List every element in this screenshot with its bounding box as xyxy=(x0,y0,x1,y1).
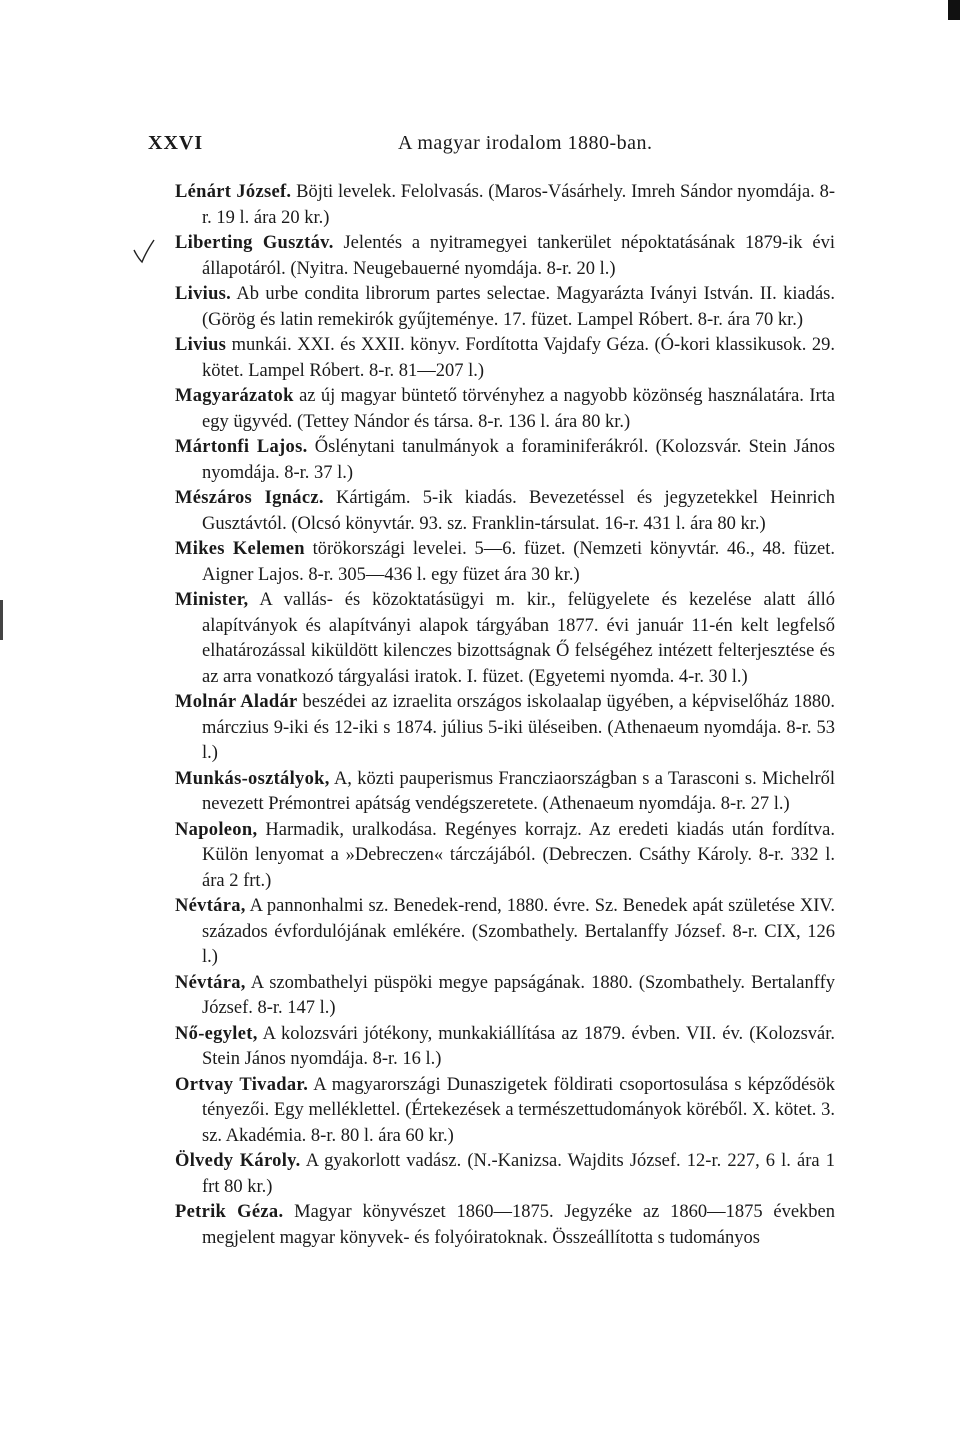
entry-author: Livius. xyxy=(175,284,232,304)
bibliography-entry xyxy=(175,1200,835,1251)
entry-text: Jelentés a nyitramegyei tankerület népoktatásának 1879-ik évi állapotáról. (Nyitra. Neugebauerné nyomdája. 8-r. 20 l.) xyxy=(202,233,835,279)
bibliography-entry xyxy=(175,767,835,818)
entry-author: Minister, xyxy=(175,590,249,610)
entry-text: Magyar könyvészet 1860—1875. Jegyzéke az 1860—1875 években megjelent magyar könyvek- és folyóiratoknak. Összeállította s tudományos xyxy=(202,1202,835,1248)
bibliography-entry xyxy=(175,690,835,767)
bibliography-entry xyxy=(175,971,835,1022)
entry-author: Mészáros Ignácz. xyxy=(175,488,324,508)
entry-author: Ölvedy Károly. xyxy=(175,1151,301,1171)
entry-text: A kolozsvári jótékony, munkakiállítása az 1879. évben. VII. év. (Kolozsvár. Stein János nyomdája. 8-r. 16 l.) xyxy=(202,1023,835,1069)
entry-author: Nő-egylet, xyxy=(175,1023,258,1044)
entry-author: Magyarázatok xyxy=(175,386,294,406)
bibliography-entry xyxy=(175,384,835,435)
bibliography-entry xyxy=(175,818,835,895)
scan-edge-mark xyxy=(948,0,960,20)
entry-text: A magyarországi Dunaszigetek földirati csoportosulása s képződésök tényezői. Egy melléklettel. (Értekezések a természettudományok köréből. X. kötet. 3. sz. Akadémia. 8-r. 80 l. ára 60 kr.) xyxy=(202,1074,836,1146)
entry-author: Munkás-osztályok, xyxy=(175,768,330,789)
bibliography-entry xyxy=(175,1022,835,1073)
bibliography-entry xyxy=(175,180,835,231)
entry-author: Livius xyxy=(175,335,227,355)
entry-author: Liberting Gusztáv. xyxy=(175,233,334,253)
bibliography-list xyxy=(175,180,835,1251)
handwritten-correction-mark xyxy=(130,236,156,266)
entry-text: Böjti levelek. Felolvasás. (Maros-Vásárhely. Imreh Sándor nyomdája. 8-r. 19 l. ára 20 kr.) xyxy=(202,182,835,228)
entry-author: Petrik Géza. xyxy=(175,1202,284,1222)
bibliography-entry xyxy=(175,333,835,384)
entry-text: Őslénytani tanulmányok a foraminiferákról. (Kolozsvár. Stein János nyomdája. 8-r. 37 l.) xyxy=(202,437,835,483)
entry-text: törökországi levelei. 5—6. füzet. (Nemzeti könyvtár. 46., 48. füzet. Aigner Lajos. 8-r. 305—436 l. egy füzet ára 30 kr.) xyxy=(202,539,835,585)
entry-text: Kártigám. 5-ik kiadás. Bevezetéssel és jegyzetekkel Heinrich Gusztávtól. (Olcsó könyvtár. 93. sz. Franklin-társulat. 16-r. 431 l. ára 80 kr.) xyxy=(202,488,836,534)
bibliography-entry xyxy=(175,435,835,486)
bibliography-entry xyxy=(175,537,835,588)
entry-author: Lénárt József. xyxy=(175,182,292,202)
bibliography-entry xyxy=(175,1073,835,1150)
entry-text: A pannonhalmi sz. Benedek-rend, 1880. évre. Sz. Benedek apát születése XIV. százados évfordulójának emlékére. (Szombathely. Bertalanffy József. 8-r. CIX, 126 l.) xyxy=(202,896,835,967)
page-header xyxy=(148,132,828,162)
entry-author: Névtára, xyxy=(175,896,246,916)
entry-author: Napoleon, xyxy=(175,819,258,840)
bibliography-entry xyxy=(175,282,835,333)
entry-text: A gyakorlott vadász. (N.-Kanizsa. Wajdits József. 12-r. 227, 6 l. ára 1 frt 80 kr.) xyxy=(202,1151,835,1197)
bibliography-entry xyxy=(175,486,835,537)
entry-text: Ab urbe condita librorum partes selectae. Magyarázta Iványi István. II. kiadás. (Görög és latin remekirók gyűjteménye. 17. füzet. Lampel Róbert. 8-r. ára 70 kr.) xyxy=(202,284,835,330)
running-title: A magyar irodalom 1880-ban. xyxy=(398,132,653,154)
page-number: XXVI xyxy=(148,132,204,154)
bibliography-entry xyxy=(175,588,835,690)
bibliography-entry xyxy=(175,894,835,971)
entry-text: beszédei az izraelita országos iskolaalap ügyében, a képviselőház 1880. márczius 9-iki és 12-iki s 1874. július 5-iki üléseiben. (Athenaeum nyomdája. 8-r. 53 l.) xyxy=(202,692,835,763)
entry-text: A szombathelyi püspöki megye papságának. 1880. (Szombathely. Bertalanffy József. 8-r. 147 l.) xyxy=(202,972,835,1018)
entry-author: Molnár Aladár xyxy=(175,692,298,712)
entry-text: az új magyar büntető törvényhez a nagyobb közönség használatára. Irta egy ügyvéd. (Tettey Nándor és társa. 8-r. 136 l. ára 80 kr.) xyxy=(202,386,835,432)
scan-margin-mark xyxy=(0,600,3,640)
entry-text: A, közti pauperismus Francziaországban s a Tarasconi s. Michelről nevezett Prémontrei apátság vendégszeretete. (Athenaeum nyomdája. 8-r. 27 l.) xyxy=(202,768,835,814)
entry-author: Mártonfi Lajos. xyxy=(175,437,308,457)
entry-author: Ortvay Tivadar. xyxy=(175,1074,309,1095)
entry-text: munkái. XXI. és XXII. könyv. Fordította Vajdafy Géza. (Ó-kori klassikusok. 29. kötet. Lampel Róbert. 8-r. 81—207 l.) xyxy=(202,335,835,381)
entry-author: Mikes Kelemen xyxy=(175,539,305,559)
entry-text: Harmadik, uralkodása. Regényes korrajz. Az eredeti kiadás után fordítva. Külön lenyomat a »Debreczen« tárczájából. (Debreczen. Csáthy Károly. 8-r. 332 l. ára 2 frt.) xyxy=(202,819,835,891)
bibliography-entry xyxy=(175,231,835,282)
entry-text: A vallás- és közoktatásügyi m. kir., felügyelete és kezelése alatt álló alapítványok és alapítványi alapok tárgyában 1877. évi január 11-én kelt legfelső elhatározással kiküldött kilenczes bizottságnak Ő felségéhez intézett felterjesztése és az arra vonatkozó tárgyalási iratok. I. füzet. (Egyetemi nyomda. 4-r. 30 l.) xyxy=(202,590,835,687)
entry-author: Névtára, xyxy=(175,972,246,993)
bibliography-entry xyxy=(175,1149,835,1200)
